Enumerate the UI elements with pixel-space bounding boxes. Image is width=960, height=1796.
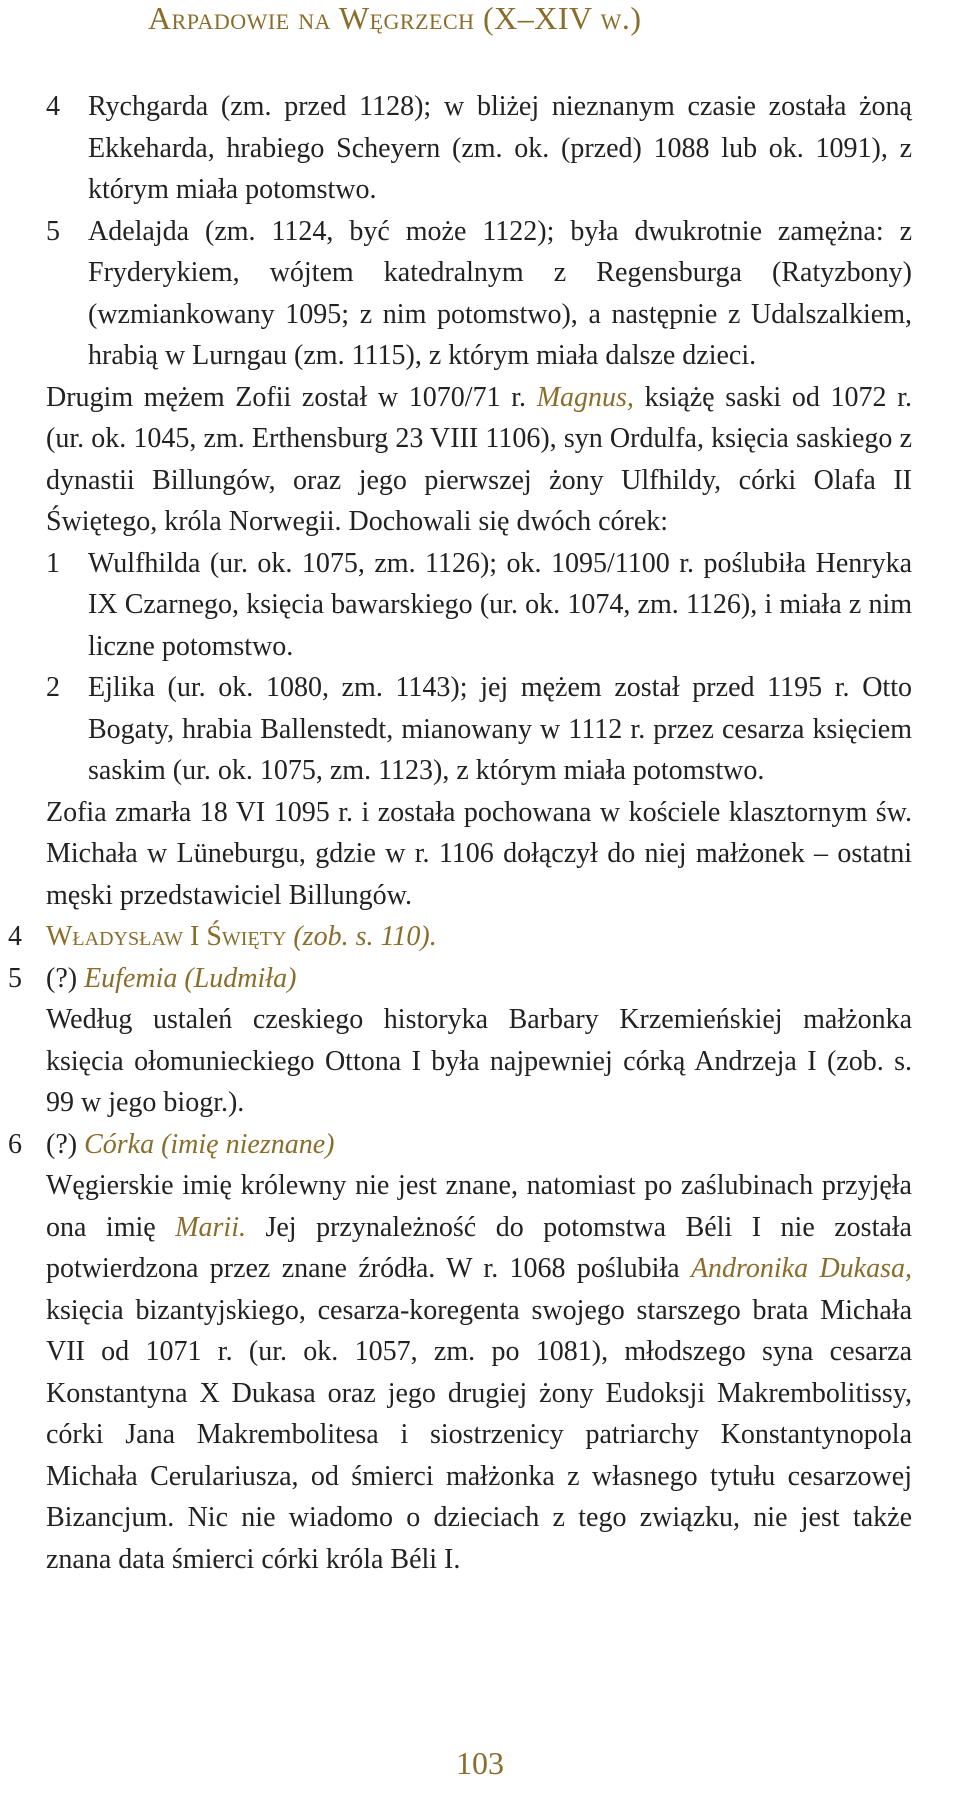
page-body <box>8 86 913 1580</box>
text-segment: książę saski od 1072 r. (ur. ok. 1045, zm. Erthensburg 23 VIII 1106), syn Ordulfa, księcia saskiego z dynastii Billungów, oraz jego pierwszej żony Ulfhildy, córki Olafa II Świętego, króla Norwegii. Dochowali się dwóch córek: <box>46 381 912 537</box>
child-entry-5 <box>46 211 912 377</box>
entry-number: 5 <box>8 962 22 994</box>
person-name-marii: Marii. <box>175 1211 246 1243</box>
entry-6-text <box>46 1165 912 1580</box>
entry-4-wladyslaw <box>8 916 912 958</box>
person-name: Eufemia (Ludmiła) <box>84 962 297 994</box>
entry-number: 1 <box>46 547 60 579</box>
person-name-magnus: Magnus, <box>536 381 634 413</box>
person-name-andronik: Andronika Dukasa, <box>690 1253 913 1284</box>
entry-number: 6 <box>8 1128 22 1160</box>
zofia-death-paragraph: Zofia zmarła 18 VI 1095 r. i została pochowana w kościele klasztornym św. Michała w Lüneburgu, gdzie w r. 1106 dołączył do niej małżonek – ostatni męski przedstawiciel Billungów. <box>46 796 912 911</box>
daughter-entry-1 <box>46 543 912 668</box>
page-number: 103 <box>456 1745 504 1781</box>
text-segment: Drugim mężem Zofii został w 1070/71 r. <box>46 381 537 413</box>
entry-number: 5 <box>46 215 60 247</box>
cross-reference: (zob. s. 110). <box>286 921 437 952</box>
second-husband-paragraph <box>46 377 912 543</box>
person-name: Córka (imię nieznane) <box>84 1128 335 1160</box>
entry-text: Rychgarda (zm. przed 1128); w bliżej nieznanym czasie została żoną Ekkeharda, hrabiego Scheyern (zm. ok. (przed) 1088 lub ok. 1091), z którym miała potomstwo. <box>88 91 912 205</box>
uncertain-mark: (?) <box>46 962 85 994</box>
daughter-entry-2 <box>46 667 912 792</box>
entry-number: 4 <box>46 91 60 122</box>
entry-text: Adelajda (zm. 1124, być może 1122); była dwukrotnie zamężna: z Fryderykiem, wójtem katedralnym z Regensburga (Ratyzbony) (wzmiankowany 1095; z nim potomstwo), a następnie z Udalszalkiem, hrabią w Lurngau (zm. 1115), z którym miała dalsze dzieci. <box>88 215 912 371</box>
text-segment: Jej przynależność do potomstwa Béli I nie została potwierdzona przez znane źródła. W r. 1068 poślubiła <box>46 1211 912 1284</box>
entry-text: Ejlika (ur. ok. 1080, zm. 1143); jej mężem został przed 1195 r. Otto Bogaty, hrabia Ballenstedt, mianowany w 1112 r. przez cesarza księciem saskim (ur. ok. 1075, zm. 1123), z którym miała potomstwo. <box>88 672 912 786</box>
person-name: Władysław I Święty <box>46 921 287 952</box>
entry-number: 2 <box>46 672 60 703</box>
entry-text: Wulfhilda (ur. ok. 1075, zm. 1126); ok. 1095/1100 r. poślubiła Henryka IX Czarnego, księcia bawarskiego (ur. ok. 1074, zm. 1126), i miała z nim liczne potomstwo. <box>88 547 912 662</box>
entry-number: 4 <box>8 921 22 952</box>
entry-5-eufemia-heading <box>8 958 912 1000</box>
text-segment: Węgierskie imię królewny nie jest znane, natomiast po zaślubinach przyjęła ona imię <box>46 1170 912 1243</box>
entry-5-text: Według ustaleń czeskiego historyka Barbary Krzemieńskiej małżonka księcia ołomunieckiego Ottona I była najpewniej córką Andrzeja I (zob. s. 99 w jego biogr.). <box>46 1004 912 1118</box>
child-entry-4 <box>46 86 912 211</box>
uncertain-mark: (?) <box>46 1128 85 1160</box>
running-header: Arpadowie na Węgrzech (X–XIV w.) <box>148 0 642 36</box>
entry-6-daughter-heading <box>8 1124 912 1166</box>
text-segment: księcia bizantyjskiego, cesarza-koregenta swojego starszego brata Michała VII od 1071 r. (ur. ok. 1057, zm. po 1081), młodszego syna cesarza Konstantyna X Dukasa oraz jego drugiej żony Eudoksji Makrembolitissy, córki Jana Makrembolitesa i siostrzenicy patriarchy Konstantynopola Michała Cerulariusza, od śmierci małżonka z własnego tytułu cesarzowej Bizancjum. Nic nie wiadomo o dzieciach z tego związku, nie jest także znana data śmierci córki króla Béli I. <box>46 1294 912 1575</box>
